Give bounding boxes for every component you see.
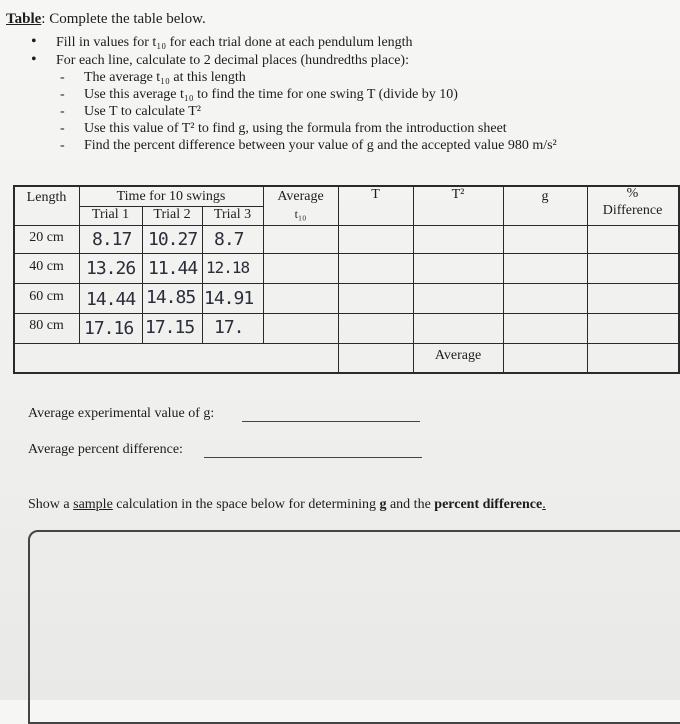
row-2-trial-1[interactable]: 13.26 xyxy=(86,258,136,279)
show-mid: calculation in the space below for determining xyxy=(112,497,380,512)
col-divider xyxy=(503,185,504,373)
dash-item-2 xyxy=(60,87,458,103)
dash-1-text: The average t₁₀ at this length xyxy=(84,70,246,85)
row-1-trial-1[interactable]: 8.17 xyxy=(92,229,132,250)
dash-mark: - xyxy=(60,138,65,153)
row-2-trial-3[interactable]: 12.18 xyxy=(206,258,250,277)
header-trial-2: Trial 2 xyxy=(153,207,191,222)
avg-g-field[interactable] xyxy=(242,421,420,422)
bullet-2-text: For each line, calculate to 2 decimal places (hundredths place): xyxy=(56,53,409,68)
show-sample: sample xyxy=(73,497,113,512)
avg-pct-label: Average percent difference: xyxy=(28,442,183,457)
header-time-for-10: Time for 10 swings xyxy=(116,189,226,204)
row-3-trial-2[interactable]: 14.85 xyxy=(146,287,196,308)
col-divider xyxy=(202,206,203,343)
header-trial-3: Trial 3 xyxy=(213,207,252,222)
dash-5-text: Find the percent difference between your value of g and the accepted value 980 m/s² xyxy=(84,138,557,153)
header-average: Average xyxy=(277,189,324,204)
bullet-dot: • xyxy=(31,33,37,50)
col-divider xyxy=(13,185,15,373)
dash-item-4 xyxy=(60,121,507,137)
dash-mark: - xyxy=(60,104,65,119)
header-T2: T² xyxy=(451,187,465,202)
bullet-1-text: Fill in values for t₁₀ for each trial done at each pendulum length xyxy=(56,35,413,50)
dash-mark: - xyxy=(60,87,65,102)
col-divider xyxy=(338,185,339,373)
row-2-trial-2[interactable]: 11.44 xyxy=(148,258,198,279)
row-1-trial-3[interactable]: 8.7 xyxy=(214,229,244,250)
row-divider xyxy=(13,313,680,314)
show-pct: percent difference xyxy=(434,497,543,512)
header-T: T xyxy=(371,187,380,202)
table-border-bottom xyxy=(13,372,680,374)
header-g: g xyxy=(541,189,549,204)
row-4-trial-3[interactable]: 17. xyxy=(214,317,244,338)
dash-item-3 xyxy=(60,104,201,120)
row-3-trial-1[interactable]: 14.44 xyxy=(86,289,136,310)
avg-g-label: Average experimental value of g: xyxy=(28,406,215,421)
row-2-length: 40 cm xyxy=(29,259,64,274)
show-and: and the xyxy=(386,497,435,512)
show-g: g xyxy=(379,497,387,512)
row-4-length: 80 cm xyxy=(29,318,64,333)
row-3-trial-3[interactable]: 14.91 xyxy=(204,288,254,309)
row-4-trial-1[interactable]: 17.16 xyxy=(84,318,134,339)
row-divider xyxy=(13,253,680,254)
title-rest: : Complete the table below. xyxy=(41,11,206,27)
row-4-trial-2[interactable]: 17.15 xyxy=(145,317,195,338)
show-calc-instruction xyxy=(28,497,546,513)
row-divider xyxy=(13,343,680,344)
header-t10: t₁₀ xyxy=(294,207,307,221)
dash-4-text: Use this value of T² to find g, using the formula from the introduction sheet xyxy=(84,121,507,136)
col-divider xyxy=(142,206,143,343)
col-divider xyxy=(413,185,414,373)
header-pct: % xyxy=(626,186,639,201)
header-trial-1: Trial 1 xyxy=(91,207,130,222)
avg-pct-field[interactable] xyxy=(204,457,422,458)
show-prefix: Show a xyxy=(28,497,74,512)
header-length: Length xyxy=(26,190,67,205)
row-divider xyxy=(13,225,680,226)
dash-item-1 xyxy=(60,70,246,86)
dash-mark: - xyxy=(60,121,65,136)
bullet-dot: • xyxy=(31,51,37,68)
title-label: Table xyxy=(6,11,42,27)
show-end: . xyxy=(542,497,546,512)
calculation-area[interactable] xyxy=(28,530,680,724)
dash-3-text: Use T to calculate T² xyxy=(84,104,201,119)
row-divider xyxy=(13,283,680,284)
row-1-length: 20 cm xyxy=(29,230,64,245)
row-1-trial-2[interactable]: 10.27 xyxy=(148,229,198,250)
table-border-right xyxy=(678,185,680,373)
header-difference: Difference xyxy=(602,203,663,218)
row-3-length: 60 cm xyxy=(29,289,64,304)
dash-mark: - xyxy=(60,70,65,85)
dash-2-text: Use this average t₁₀ to find the time for one swing T (divide by 10) xyxy=(84,87,458,102)
page-title xyxy=(6,11,206,28)
average-row-label: Average xyxy=(434,348,482,363)
dash-item-5 xyxy=(60,138,557,154)
